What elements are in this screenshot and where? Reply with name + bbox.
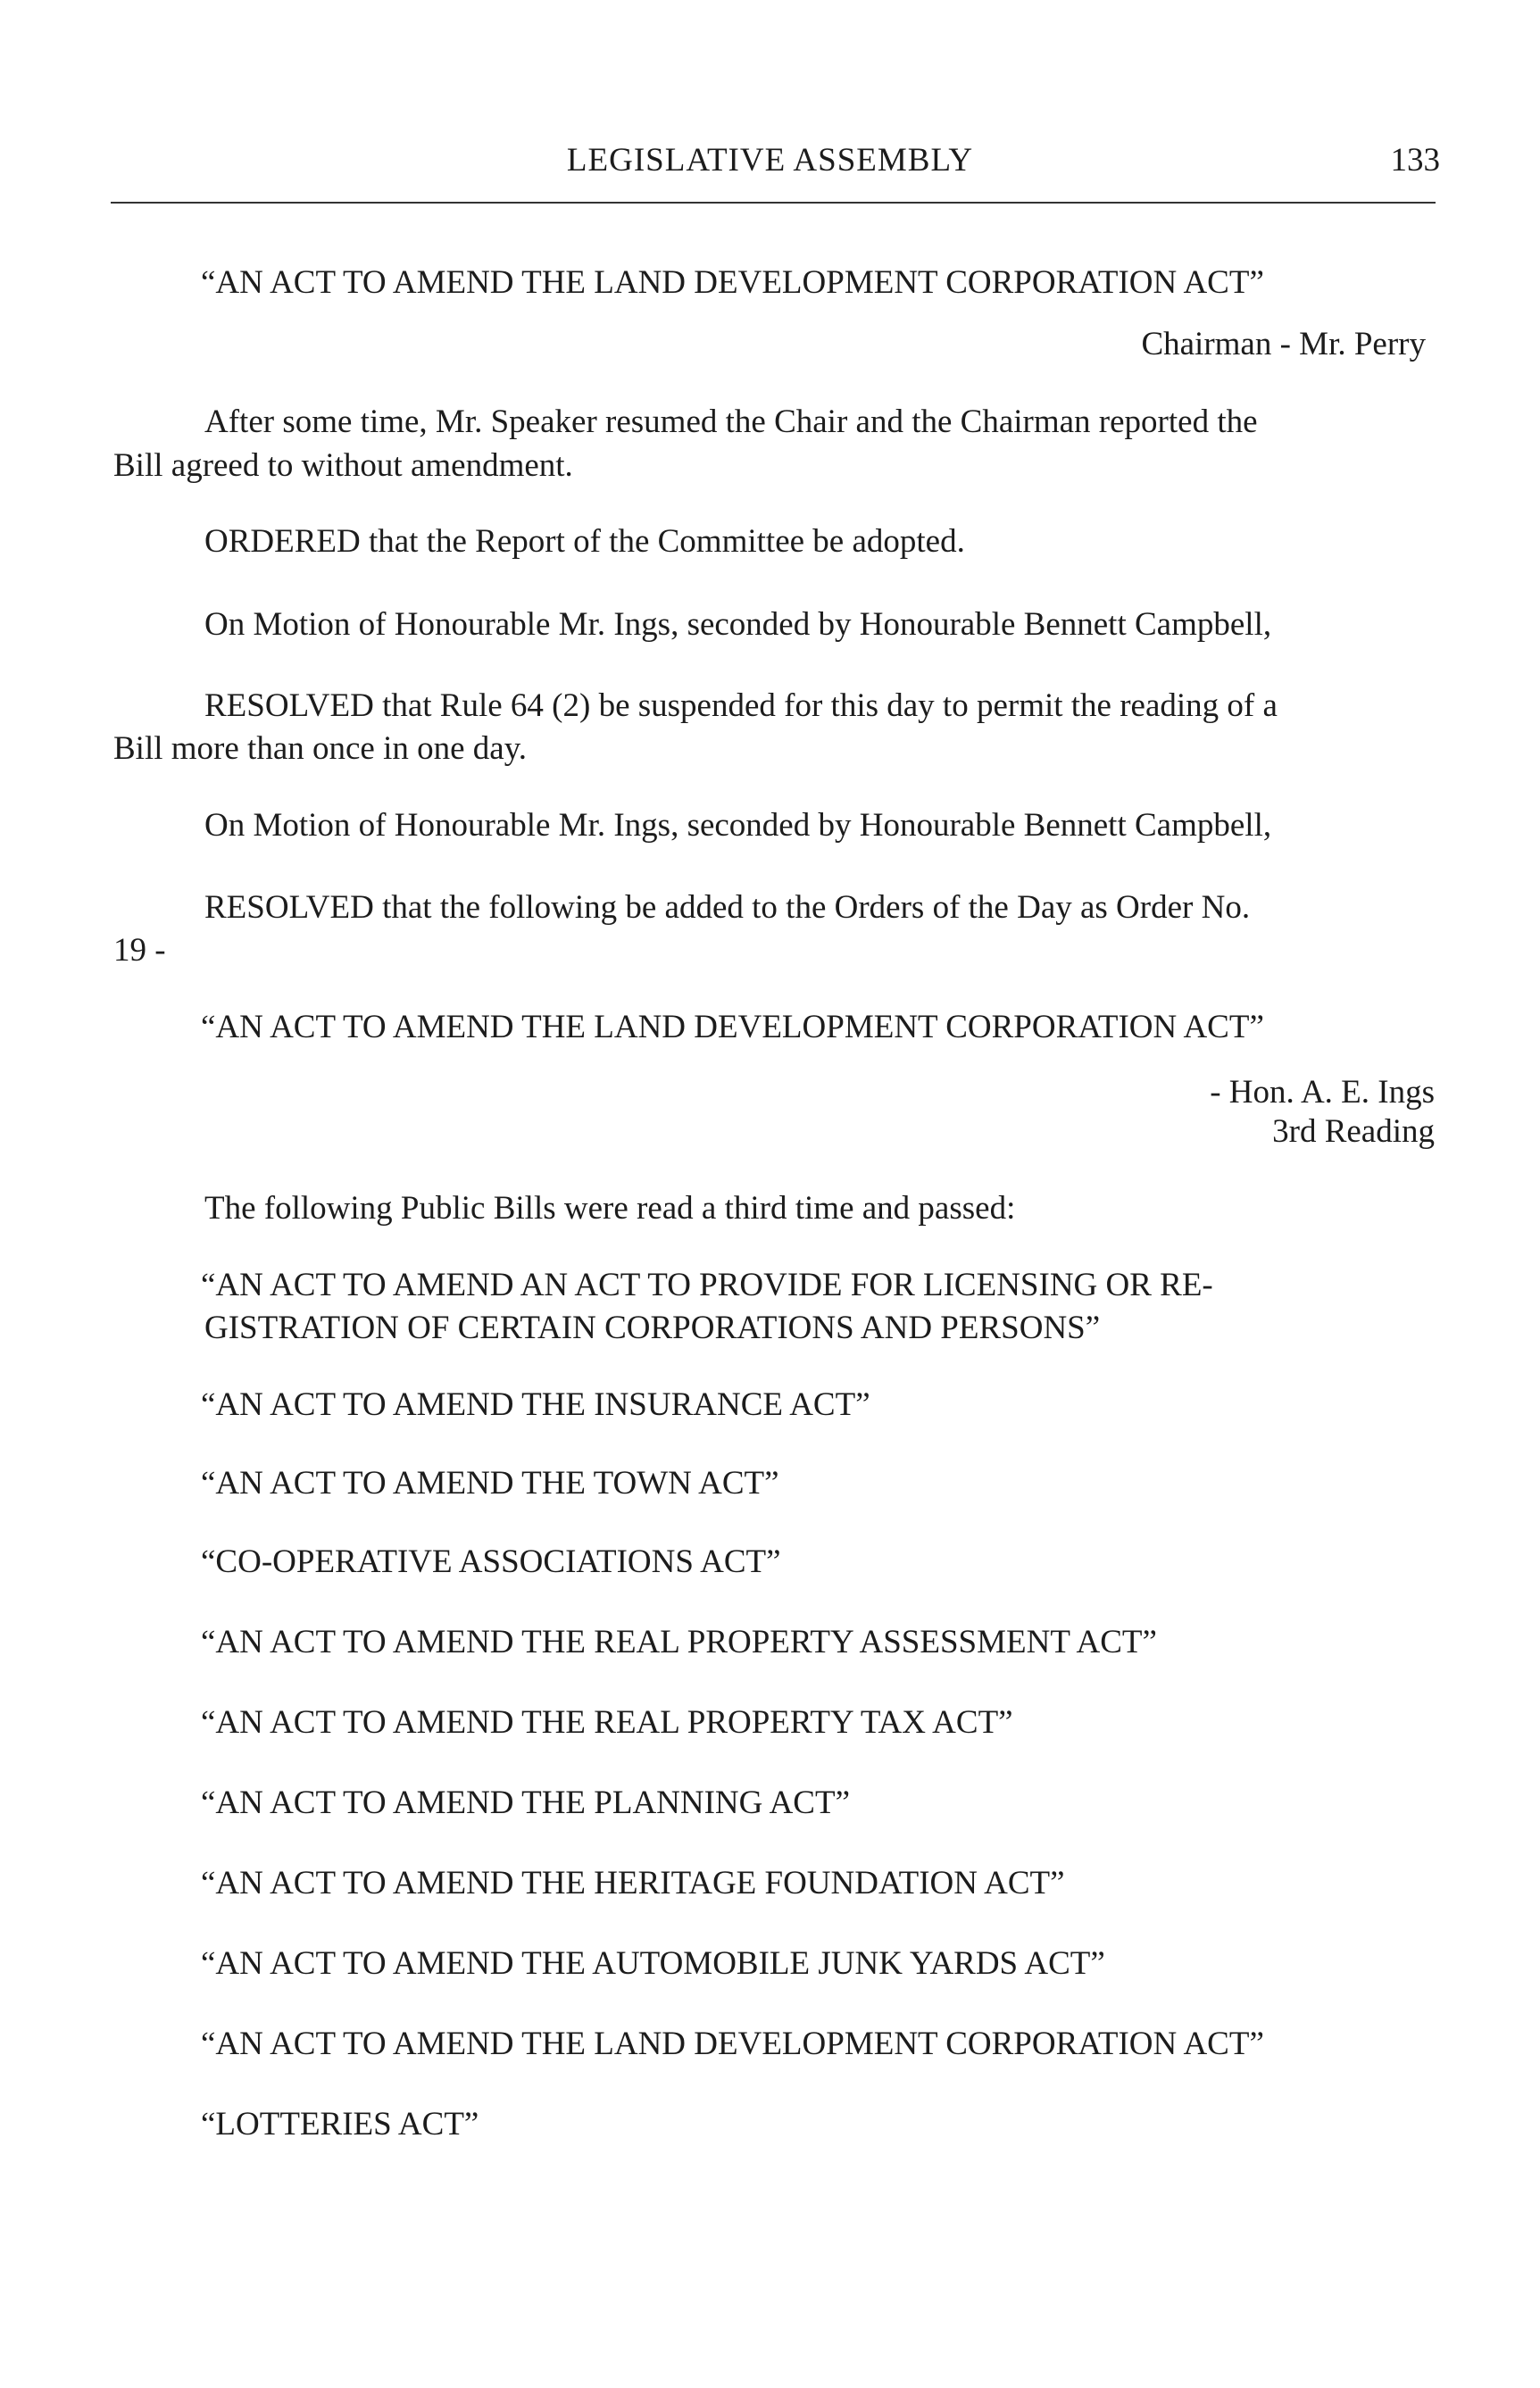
paragraph-line: Bill agreed to without amendment. xyxy=(113,447,573,484)
header-rule xyxy=(111,202,1436,204)
bill-title: “AN ACT TO AMEND THE LAND DEVELOPMENT CORPORATION ACT” xyxy=(201,264,1264,301)
passed-bill: “AN ACT TO AMEND THE TOWN ACT” xyxy=(201,1465,779,1502)
sponsor-line: - Hon. A. E. Ings xyxy=(1210,1074,1435,1111)
resolved-line: RESOLVED that the following be added to the Orders of the Day as Order No. xyxy=(204,889,1251,926)
bill-title: “AN ACT TO AMEND THE LAND DEVELOPMENT CORPORATION ACT” xyxy=(201,1009,1264,1045)
chairman-line: Chairman - Mr. Perry xyxy=(1141,326,1426,362)
motion-line: On Motion of Honourable Mr. Ings, seconded by Honourable Bennett Campbell, xyxy=(204,606,1272,643)
paragraph-line: After some time, Mr. Speaker resumed the Chair and the Chairman reported the xyxy=(204,404,1258,440)
passed-bill: GISTRATION OF CERTAIN CORPORATIONS AND PERSONS” xyxy=(204,1310,1101,1346)
passed-bill: “CO-OPERATIVE ASSOCIATIONS ACT” xyxy=(201,1543,781,1580)
passed-bill: “AN ACT TO AMEND THE AUTOMOBILE JUNK YARDS ACT” xyxy=(201,1945,1105,1982)
passed-bill: “AN ACT TO AMEND AN ACT TO PROVIDE FOR LICENSING OR RE- xyxy=(201,1267,1213,1303)
reading-line: 3rd Reading xyxy=(1272,1113,1435,1150)
running-header-title: LEGISLATIVE ASSEMBLY xyxy=(566,142,974,179)
passed-bill: “AN ACT TO AMEND THE LAND DEVELOPMENT CORPORATION ACT” xyxy=(201,2026,1264,2062)
passed-bill: “AN ACT TO AMEND THE REAL PROPERTY TAX ACT” xyxy=(201,1704,1013,1741)
page-number: 133 xyxy=(1390,142,1440,179)
resolved-line: Bill more than once in one day. xyxy=(113,730,528,767)
passed-bill: “AN ACT TO AMEND THE PLANNING ACT” xyxy=(201,1785,850,1821)
resolved-line: RESOLVED that Rule 64 (2) be suspended for this day to permit the reading of a xyxy=(204,687,1278,724)
motion-line: On Motion of Honourable Mr. Ings, seconded by Honourable Bennett Campbell, xyxy=(204,807,1272,844)
passed-bill: “AN ACT TO AMEND THE INSURANCE ACT” xyxy=(201,1386,870,1423)
ordered-line: ORDERED that the Report of the Committee be adopted. xyxy=(204,523,965,560)
passed-bill: “AN ACT TO AMEND THE REAL PROPERTY ASSESSMENT ACT” xyxy=(201,1624,1157,1660)
passed-intro: The following Public Bills were read a third time and passed: xyxy=(204,1190,1016,1227)
passed-bill: “AN ACT TO AMEND THE HERITAGE FOUNDATION ACT” xyxy=(201,1865,1065,1901)
passed-bill: “LOTTERIES ACT” xyxy=(201,2106,479,2143)
order-number: 19 - xyxy=(113,932,166,969)
